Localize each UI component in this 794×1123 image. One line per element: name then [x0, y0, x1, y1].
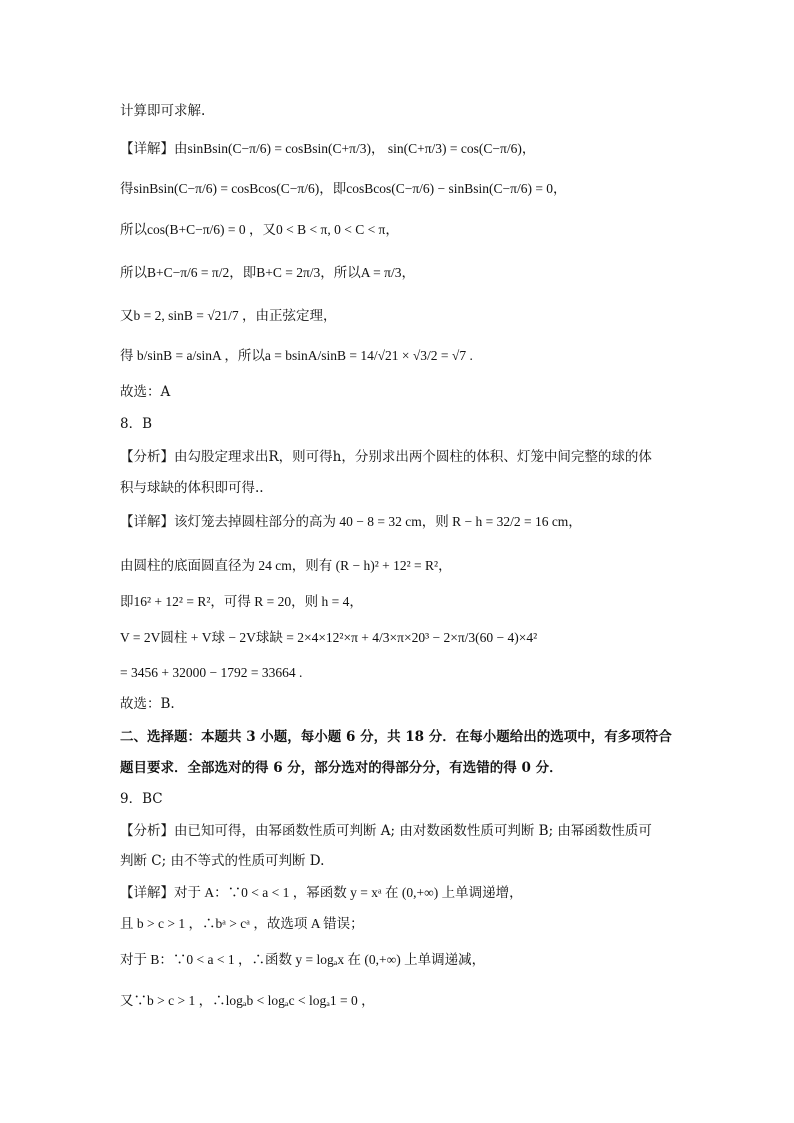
text-line: 又b = 2, sinB = √21/7 ，由正弦定理， [120, 308, 337, 323]
text-line: 【详解】该灯笼去掉圆柱部分的高为 40 − 8 = 32 cm，则 R − h = 32/2 = 16 cm， [120, 514, 582, 529]
section-heading: 题目要求．全部选对的得 6 分，部分选对的得部分分，有选错的得 0 分． [120, 760, 563, 776]
text-line: 判断 C; 由不等式的性质可判断 D. [120, 853, 325, 869]
text-line: = 3456 + 32000 − 1792 = 33664 . [120, 665, 303, 680]
text-line: 又∵b > c > 1 ，∴logₐb < logₐc < logₐ1 = 0 ， [120, 993, 375, 1008]
text-line: 【详解】由sinBsin(C−π/6) = cosBsin(C+π/3)， sin(C+π/3) = cos(C−π/6)， [120, 141, 536, 156]
text-line: 【分析】由已知可得，由幂函数性质可判断 A; 由对数函数性质可判断 B; 由幂函数性质可 [120, 823, 652, 839]
text-line: 且 b > c > 1 ，∴bᵃ > cᵃ ，故选项 A 错误； [120, 916, 364, 931]
text-line: 即16² + 12² = R²，可得 R = 20，则 h = 4， [120, 594, 363, 609]
text-line: 对于 B：∵0 < a < 1 ，∴函数 y = logₐx 在 (0,+∞) 上单调递减， [120, 952, 486, 967]
text-line: 得 b/sinB = a/sinA ，所以a = bsinA/sinB = 14/√21 × √3/2 = √7 . [120, 348, 473, 363]
question-number: 9．BC [120, 791, 163, 807]
question-number: 8．B [120, 416, 153, 432]
text-line: 计算即可求解. [120, 103, 206, 119]
text-line: 所以cos(B+C−π/6) = 0 ，又0 < B < π, 0 < C < π， [120, 222, 399, 237]
text-line: 得sinBsin(C−π/6) = cosBcos(C−π/6)，即cosBcos(C−π/6) − sinBsin(C−π/6) = 0， [120, 181, 567, 196]
text-line: V = 2V圆柱 + V球 − 2V球缺 = 2×4×12²×π + 4/3×π×20³ − 2×π/3(60 − 4)×4² [120, 630, 538, 645]
text-line: 【分析】由勾股定理求出R，则可得h，分别求出两个圆柱的体积、灯笼中间完整的球的体 [120, 449, 652, 465]
text-line: 故选：A [120, 384, 171, 400]
text-line: 由圆柱的底面圆直径为 24 cm，则有 (R − h)² + 12² = R²， [120, 558, 452, 573]
text-line: 【详解】对于 A：∵0 < a < 1 ，幂函数 y = xᵃ 在 (0,+∞) 上单调递增， [120, 885, 523, 900]
text-line: 故选：B. [120, 696, 175, 712]
section-heading: 二、选择题：本题共 3 小题，每小题 6 分，共 18 分．在每小题给出的选项中，有多项符合 [120, 729, 672, 745]
text-line: 所以B+C−π/6 = π/2，即B+C = 2π/3，所以A = π/3， [120, 265, 415, 280]
text-line: 积与球缺的体积即可得.. [120, 480, 264, 496]
